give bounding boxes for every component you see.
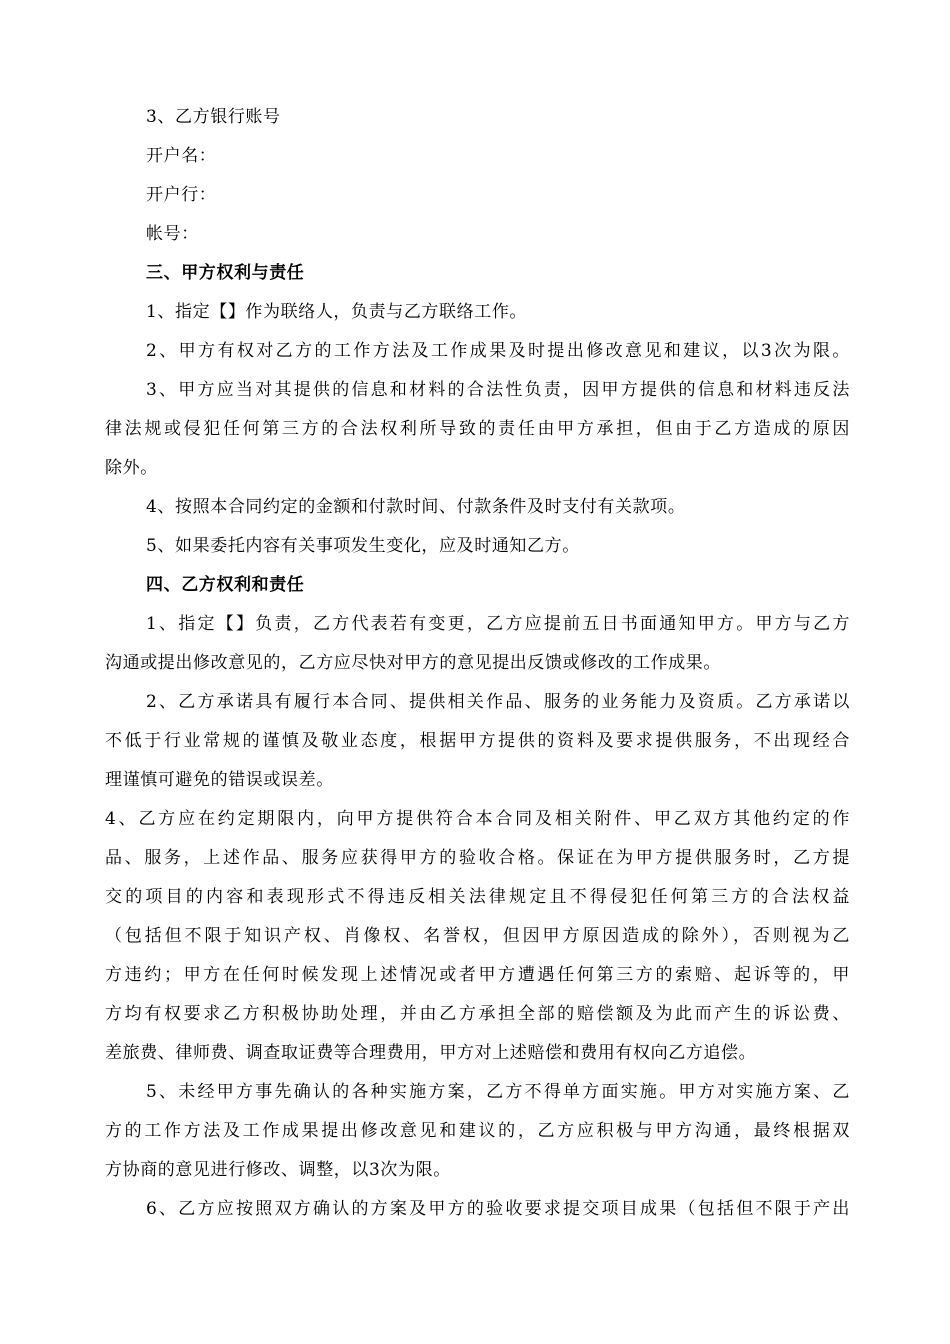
paragraph-line: 方的工作方法及工作成果提出修改意见和建议的，乙方应积极与甲方沟通，最终根据双	[105, 1121, 850, 1141]
paragraph-line: 律法规或侵犯任何第三方的合法权利所导致的责任由甲方承担，但由于乙方造成的原因	[105, 419, 850, 439]
paragraph-line: 2、甲方有权对乙方的工作方法及工作成果及时提出修改意见和建议，以3次为限。	[146, 341, 850, 361]
bank-account-heading: 3、乙方银行账号	[146, 107, 281, 127]
paragraph-line: 理谨慎可避免的错误或误差。	[105, 770, 334, 790]
paragraph-line: 6、乙方应按照双方确认的方案及甲方的验收要求提交项目成果（包括但不限于产出	[146, 1199, 850, 1219]
account-name-field: 开户名：	[146, 146, 217, 166]
paragraph-line: 方均有权要求乙方积极协助处理，并由乙方承担全部的赔偿额及为此而产生的诉讼费、	[105, 1004, 850, 1024]
paragraph-line: 除外。	[105, 458, 158, 478]
paragraph-line: 4、乙方应在约定期限内，向甲方提供符合本合同及相关附件、甲乙双方其他约定的作	[105, 809, 850, 829]
paragraph-line: 交的项目的内容和表现形式不得违反相关法律规定且不得侵犯任何第三方的合法权益	[105, 887, 850, 907]
paragraph-line: 2、乙方承诺具有履行本合同、提供相关作品、服务的业务能力及资质。乙方承诺以	[146, 692, 850, 712]
section-heading-party-b: 四、乙方权利和责任	[146, 575, 305, 595]
paragraph-line: 3、甲方应当对其提供的信息和材料的合法性负责，因甲方提供的信息和材料违反法	[146, 380, 850, 400]
section-heading-party-a: 三、甲方权利与责任	[146, 263, 305, 283]
paragraph-line: （包括但不限于知识产权、肖像权、名誉权，但因甲方原因造成的除外），否则视为乙	[105, 926, 850, 946]
paragraph-line: 不低于行业常规的谨慎及敬业态度，根据甲方提供的资料及要求提供服务，不出现经合	[105, 731, 850, 751]
paragraph-line: 方违约；甲方在任何时候发现上述情况或者甲方遭遇任何第三方的索赔、起诉等的，甲	[105, 965, 850, 985]
paragraph-line: 1、指定【】负责，乙方代表若有变更，乙方应提前五日书面通知甲方。甲方与乙方	[146, 614, 850, 634]
paragraph-line: 1、指定【】作为联络人，负责与乙方联络工作。	[146, 302, 528, 322]
paragraph-line: 5、未经甲方事先确认的各种实施方案，乙方不得单方面实施。甲方对实施方案、乙	[146, 1082, 850, 1102]
paragraph-line: 方协商的意见进行修改、调整，以3次为限。	[105, 1160, 451, 1180]
paragraph-line: 4、按照本合同约定的金额和付款时间、付款条件及时支付有关款项。	[146, 497, 686, 517]
paragraph-line: 5、如果委托内容有关事项发生变化，应及时通知乙方。	[146, 536, 580, 556]
bank-name-field: 开户行：	[146, 185, 217, 205]
paragraph-line: 沟通或提出修改意见的，乙方应尽快对甲方的意见提出反馈或修改的工作成果。	[105, 653, 721, 673]
paragraph-line: 品、服务，上述作品、服务应获得甲方的验收合格。保证在为甲方提供服务时，乙方提	[105, 848, 850, 868]
account-number-field: 帐号：	[146, 224, 199, 244]
paragraph-line: 差旅费、律师费、调查取证费等合理费用，甲方对上述赔偿和费用有权向乙方追偿。	[105, 1043, 757, 1063]
